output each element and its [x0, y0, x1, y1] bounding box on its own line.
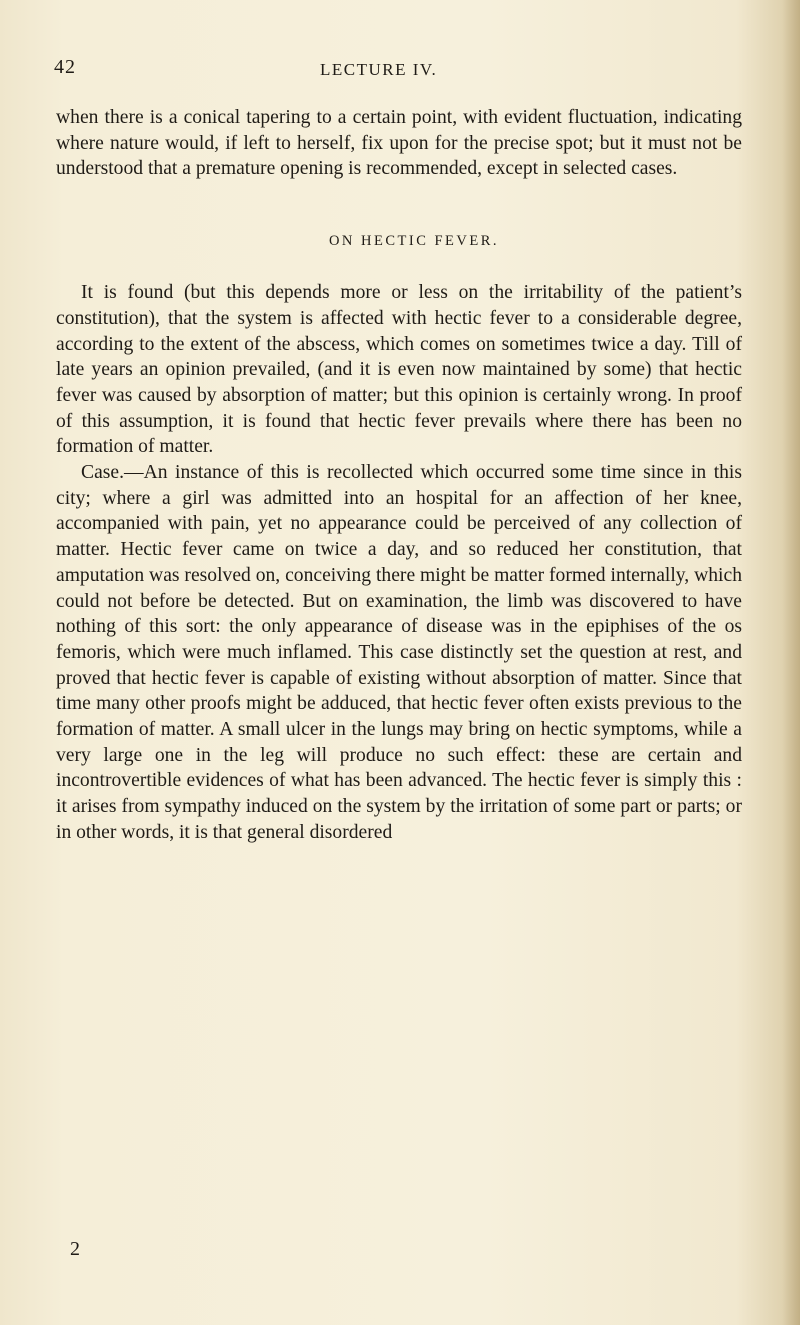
section-heading: ON HECTIC FEVER.: [328, 233, 500, 250]
paragraph-case: Case.—An instance of this is recollected which occurred some time since in this city; where a girl was admitted into an hospital for an affection of her knee, accompanied with pain, yet no appearance could be perceived of any collection of matter. Hectic fever came on twice a day, and so reduced her constitution, that amputation was resolved on, conceiving there might be matter formed internally, which could not before be detected. But on examination, the limb was discovered to have nothing of this sort: the only appearance of disease was in the epiphises of the os femoris, which were much inflamed. This case distinctly set the question at rest, and proved that hectic fever is capable of existing without absorption of matter. Since that time many other proofs might be adduced, that hectic fever often exists previous to the formation of matter. A small ulcer in the lungs may bring on hectic symptoms, while a very large one in the leg will produce no such effect: these are certain and incontrovertible evidences of what has been advanced. The hectic fever is simply this : it arises from sympathy induced on the system by the irritation of some part or parts; or in other words, it is that general disordered: [56, 462, 742, 843]
body-text: [56, 105, 742, 846]
continuation-paragraph: when there is a conical tapering to a certain point, with evident fluctuation, indicating where nature would, if left to herself, fix upon for the precise spot; but it must not be understood that a premature opening is recommended, except in selected cases.: [56, 107, 742, 180]
page-number: 42: [54, 56, 76, 78]
paragraph-hectic-fever: It is found (but this depends more or less on the irritability of the patient’s constitution), that the system is affected with hectic fever to a considerable degree, according to the extent of the abscess, which comes on sometimes twice a day. Till of late years an opinion prevailed, (and it is even now maintained by some) that hectic fever was caused by absorption of matter; but this opinion is certainly wrong. In proof of this assumption, it is found that hectic fever prevails where there has been no formation of matter.: [56, 282, 742, 458]
page-edge-shadow: [782, 0, 800, 1325]
page-header: [0, 56, 800, 86]
running-head: LECTURE IV.: [320, 60, 438, 79]
signature-mark: 2: [70, 1238, 80, 1260]
